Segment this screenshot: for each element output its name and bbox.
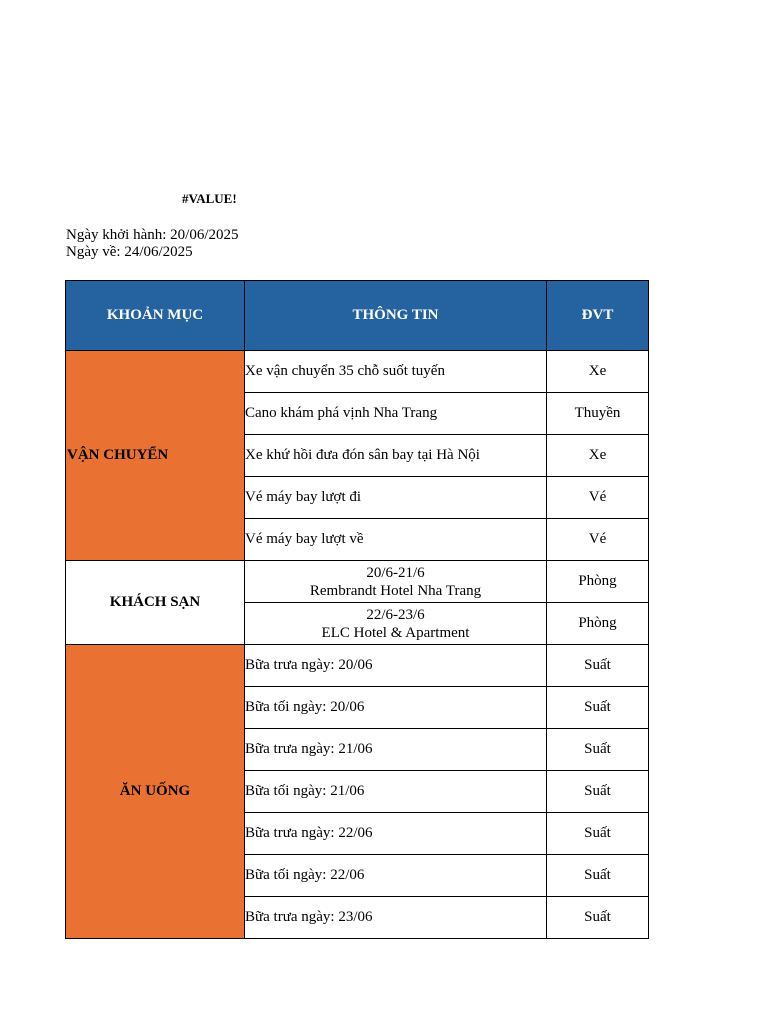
info-cell: Bữa trưa ngày: 23/06 [245, 897, 547, 939]
info-cell: Bữa tối ngày: 21/06 [245, 771, 547, 813]
unit-cell: Vé [547, 519, 649, 561]
unit-cell: Xe [547, 351, 649, 393]
info-cell: Bữa tối ngày: 20/06 [245, 687, 547, 729]
info-cell: Bữa trưa ngày: 20/06 [245, 645, 547, 687]
header-info: THÔNG TIN [245, 281, 547, 351]
unit-cell: Suất [547, 645, 649, 687]
error-cell: #VALUE! [182, 191, 237, 206]
category-meals: ĂN UỐNG [66, 645, 245, 939]
departure-date: Ngày khởi hành: 20/06/2025 [66, 227, 239, 243]
unit-cell: Suất [547, 771, 649, 813]
info-cell: Xe vận chuyển 35 chỗ suốt tuyến [245, 351, 547, 393]
info-cell [245, 603, 547, 645]
info-cell: Cano khám phá vịnh Nha Trang [245, 393, 547, 435]
unit-cell: Thuyền [547, 393, 649, 435]
info-cell [245, 561, 547, 603]
info-cell: Bữa tối ngày: 22/06 [245, 855, 547, 897]
header-unit: ĐVT [547, 281, 649, 351]
unit-cell: Vé [547, 477, 649, 519]
hotel-dates: 22/6-23/6 [366, 606, 425, 623]
info-cell: Xe khứ hồi đưa đón sân bay tại Hà Nội [245, 435, 547, 477]
unit-cell: Phòng [547, 603, 649, 645]
header-row [66, 281, 649, 351]
info-cell: Bữa trưa ngày: 21/06 [245, 729, 547, 771]
unit-cell: Xe [547, 435, 649, 477]
info-cell: Vé máy bay lượt đi [245, 477, 547, 519]
unit-cell: Suất [547, 897, 649, 939]
unit-cell: Suất [547, 729, 649, 771]
info-cell: Vé máy bay lượt về [245, 519, 547, 561]
info-cell: Bữa trưa ngày: 22/06 [245, 813, 547, 855]
table-row [66, 351, 649, 393]
hotel-name: Rembrandt Hotel Nha Trang [309, 582, 482, 599]
table-row [66, 561, 649, 603]
hotel-name: ELC Hotel & Apartment [321, 624, 470, 641]
header-category: KHOẢN MỤC [66, 281, 245, 351]
category-transport: VẬN CHUYỂN [66, 351, 245, 561]
trip-dates [66, 227, 239, 261]
unit-cell: Suất [547, 855, 649, 897]
unit-cell: Suất [547, 813, 649, 855]
hotel-dates: 20/6-21/6 [366, 564, 425, 581]
table-row [66, 645, 649, 687]
unit-cell: Suất [547, 687, 649, 729]
return-date: Ngày về: 24/06/2025 [66, 244, 193, 260]
unit-cell: Phòng [547, 561, 649, 603]
cost-table [65, 280, 649, 939]
category-hotel: KHÁCH SẠN [66, 561, 245, 645]
